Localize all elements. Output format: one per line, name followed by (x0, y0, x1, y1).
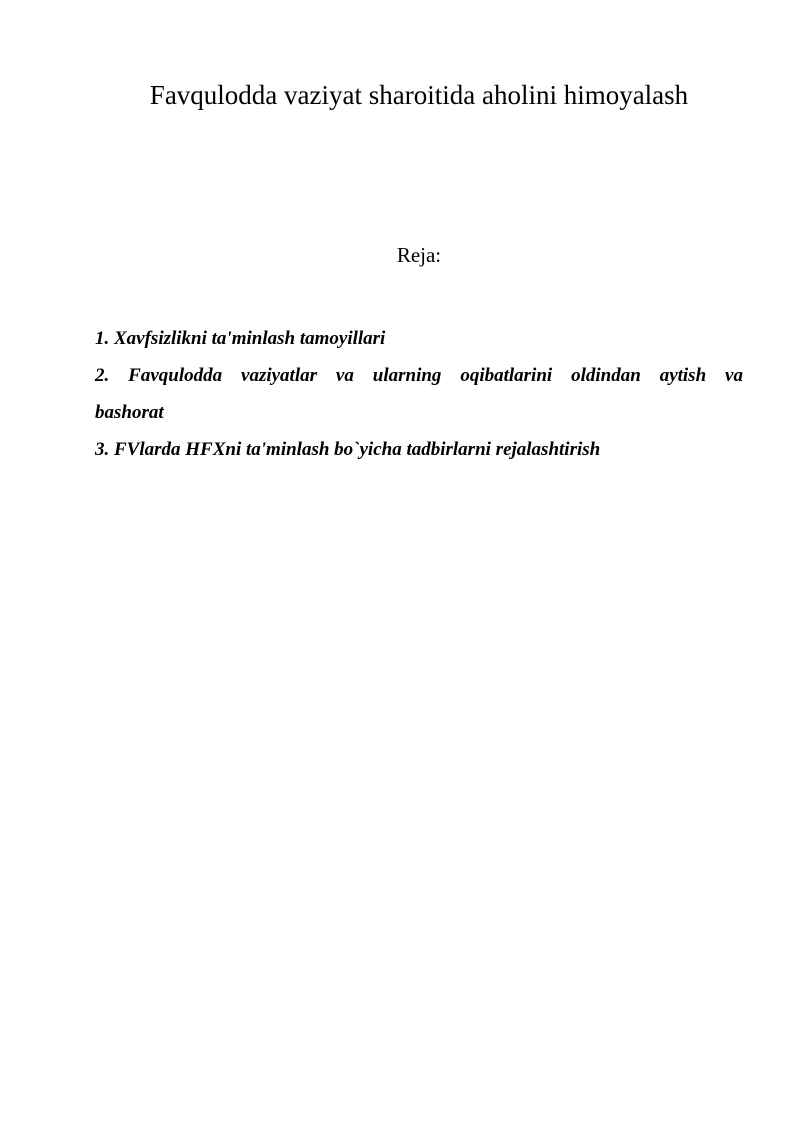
plan-item-3: 3. FVlarda HFXni ta'minlash bo`yicha tadbirlarni rejalashtirish (95, 439, 601, 460)
page-title: Favqulodda vaziyat sharoitida aholini himoyalash (149, 80, 689, 110)
plan-heading: Reja: (396, 243, 442, 267)
plan-list (95, 320, 743, 468)
plan-item-1: 1. Xavfsizlikni ta'minlash tamoyillari (95, 328, 386, 349)
plan-item-2-line-2: bashorat (95, 402, 164, 423)
plan-item-2-line-1: 2. Favqulodda vaziyatlar va ularning oqibatlarini oldindan aytish va (95, 365, 743, 386)
plan-item-2 (95, 357, 743, 431)
